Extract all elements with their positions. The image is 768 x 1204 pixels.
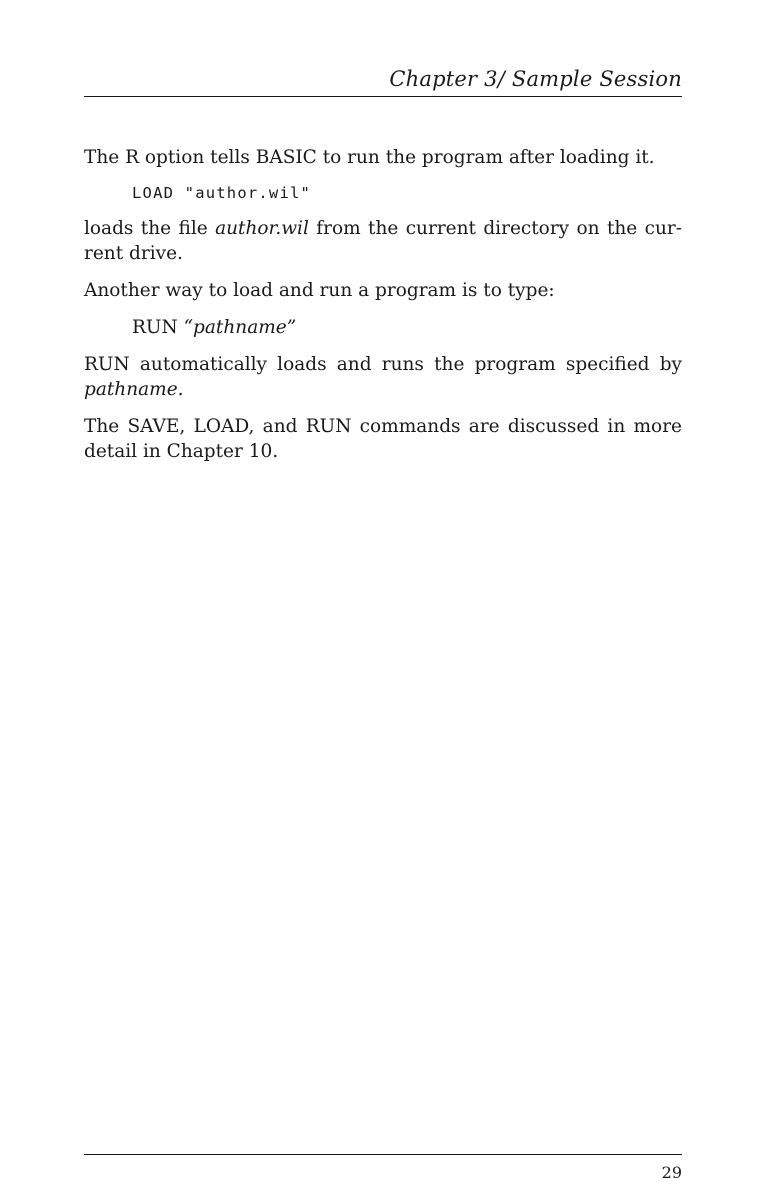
command-keyword: RUN	[132, 317, 184, 338]
text-fragment: loads the file	[84, 218, 216, 239]
header-rule	[84, 96, 682, 97]
paragraph-line: pathname.	[84, 379, 184, 400]
book-page	[84, 0, 682, 1204]
filename: author.wil	[215, 218, 309, 239]
body-text	[84, 145, 682, 476]
page-number: 29	[661, 1163, 682, 1182]
paragraph-loads-file	[84, 216, 682, 266]
command-example-run	[132, 315, 682, 340]
command-argument: “pathname”	[183, 317, 297, 338]
paragraph-another-way	[84, 278, 682, 303]
paragraph-run-auto	[84, 352, 682, 402]
code-example-load: LOAD "author.wil"	[132, 184, 312, 202]
paragraph-line	[84, 216, 682, 241]
footer-rule	[84, 1154, 682, 1155]
paragraph-line: detail in Chapter 10.	[84, 441, 279, 462]
text-fragment: from the current directory on the cur-	[308, 218, 682, 239]
paragraph-line: Another way to load and run a program is to type:	[84, 280, 555, 301]
paragraph-line: rent drive.	[84, 243, 183, 264]
paragraph-line: The SAVE, LOAD, and RUN commands are discussed in more	[84, 416, 682, 437]
running-head: Chapter 3/ Sample Session	[389, 67, 682, 91]
paragraph-commands-detail	[84, 414, 682, 464]
paragraph-r-option	[84, 145, 682, 170]
paragraph-line: The R option tells BASIC to run the program after loading it.	[84, 147, 655, 168]
paragraph-line: RUN automatically loads and runs the program specified by	[84, 354, 682, 375]
